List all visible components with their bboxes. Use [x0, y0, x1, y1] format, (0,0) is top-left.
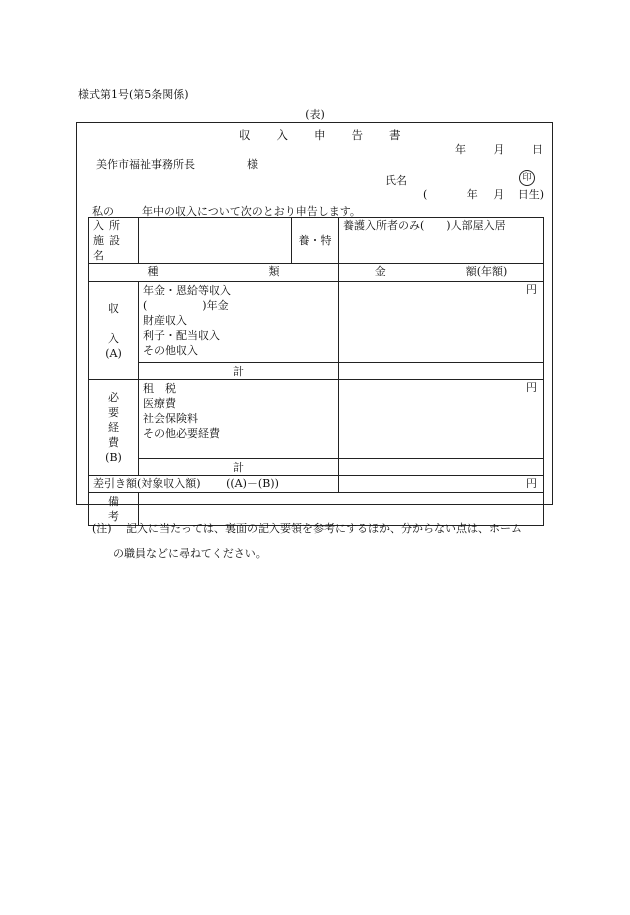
income-item: 利子・配当収入	[143, 329, 220, 342]
difference-label: 差引き額(対象収入額)	[93, 477, 201, 490]
note-label: (注)	[92, 522, 112, 535]
birth-month: 月	[493, 188, 505, 201]
expenses-cat-4: 費	[107, 436, 119, 449]
expenses-cat-3: 経	[107, 421, 119, 434]
difference-formula: ((A)－(B))	[226, 477, 279, 490]
note-line-1	[92, 520, 522, 536]
income-items	[139, 282, 339, 363]
income-item: その他収入	[143, 344, 198, 357]
remarks-label-1: 備	[108, 495, 119, 508]
expenses-amount[interactable]: 円	[339, 380, 544, 459]
kind-label-right: 類	[268, 265, 280, 278]
honorific: 様	[247, 158, 258, 171]
income-item: 財産収入	[143, 314, 187, 327]
form-id: 様式第1号(第5条関係)	[78, 88, 189, 101]
expenses-cat-5: (B)	[105, 451, 122, 464]
facility-row	[89, 218, 544, 264]
name-label: 氏名	[385, 174, 407, 187]
date-year: 年	[455, 143, 466, 156]
difference-row	[89, 476, 544, 493]
expense-item: 租 税	[143, 382, 176, 395]
income-cat-3: (A)	[105, 346, 122, 360]
resident-text: 養護入所者のみ( )人部屋入居	[339, 218, 544, 264]
income-cat-1: 収	[108, 301, 119, 315]
expense-item: その他必要経費	[143, 427, 220, 440]
income-total-amount[interactable]	[339, 363, 544, 380]
date-day: 日	[532, 143, 543, 156]
expense-item: 社会保険料	[143, 412, 198, 425]
expenses-category	[89, 380, 139, 476]
side-label: (表)	[305, 108, 325, 121]
birth-date-line	[423, 186, 544, 202]
note-text-1: 記入に当たっては、裏面の記入要領を参考にするほか、分からない点は、ホーム	[126, 522, 522, 535]
income-item: 年金・恩給等収入	[143, 284, 231, 297]
addressee: 美作市福祉事務所長	[96, 158, 195, 171]
expense-items	[139, 380, 339, 459]
seal-mark: 印	[519, 170, 535, 186]
facility-label: 入所施設名	[89, 218, 139, 264]
income-amount[interactable]: 円	[339, 282, 544, 363]
expenses-total-row	[89, 459, 544, 476]
birth-open: (	[423, 188, 428, 201]
date-month: 月	[493, 143, 505, 156]
date-line	[455, 141, 543, 157]
income-total-row	[89, 363, 544, 380]
expenses-total-amount[interactable]	[339, 459, 544, 476]
amount-header	[339, 264, 544, 282]
difference-label-cell	[89, 476, 339, 493]
income-category	[89, 282, 139, 380]
expenses-total-label: 計	[139, 459, 339, 476]
type-label: 養・特	[292, 218, 339, 264]
header-row	[89, 264, 544, 282]
income-cat-2: 入	[108, 331, 119, 345]
expenses-cat-2: 要	[107, 406, 119, 419]
amount-label-left: 金	[374, 265, 386, 278]
form-title: 収入申告書	[239, 128, 427, 142]
kind-label-left: 種	[147, 265, 159, 278]
expense-item: 医療費	[143, 397, 176, 410]
income-row	[89, 282, 544, 363]
birth-day: 日生)	[517, 188, 545, 201]
income-total-label: 計	[139, 363, 339, 380]
expenses-cat-1: 必	[107, 391, 119, 404]
expenses-row	[89, 380, 544, 459]
declaration-prefix: 私の	[92, 205, 114, 218]
birth-year: 年	[466, 188, 478, 201]
difference-amount[interactable]: 円	[339, 476, 544, 493]
note-line-2: の職員などに尋ねてください。	[113, 547, 267, 560]
income-item: ( )年金	[143, 299, 229, 312]
income-table	[88, 217, 544, 526]
kind-header	[89, 264, 339, 282]
remarks-label-2: 考	[108, 510, 119, 523]
facility-field[interactable]	[139, 218, 292, 264]
amount-label-right: 額(年額)	[465, 265, 508, 278]
declaration-text: 年中の収入について次のとおり申告します。	[142, 205, 361, 218]
